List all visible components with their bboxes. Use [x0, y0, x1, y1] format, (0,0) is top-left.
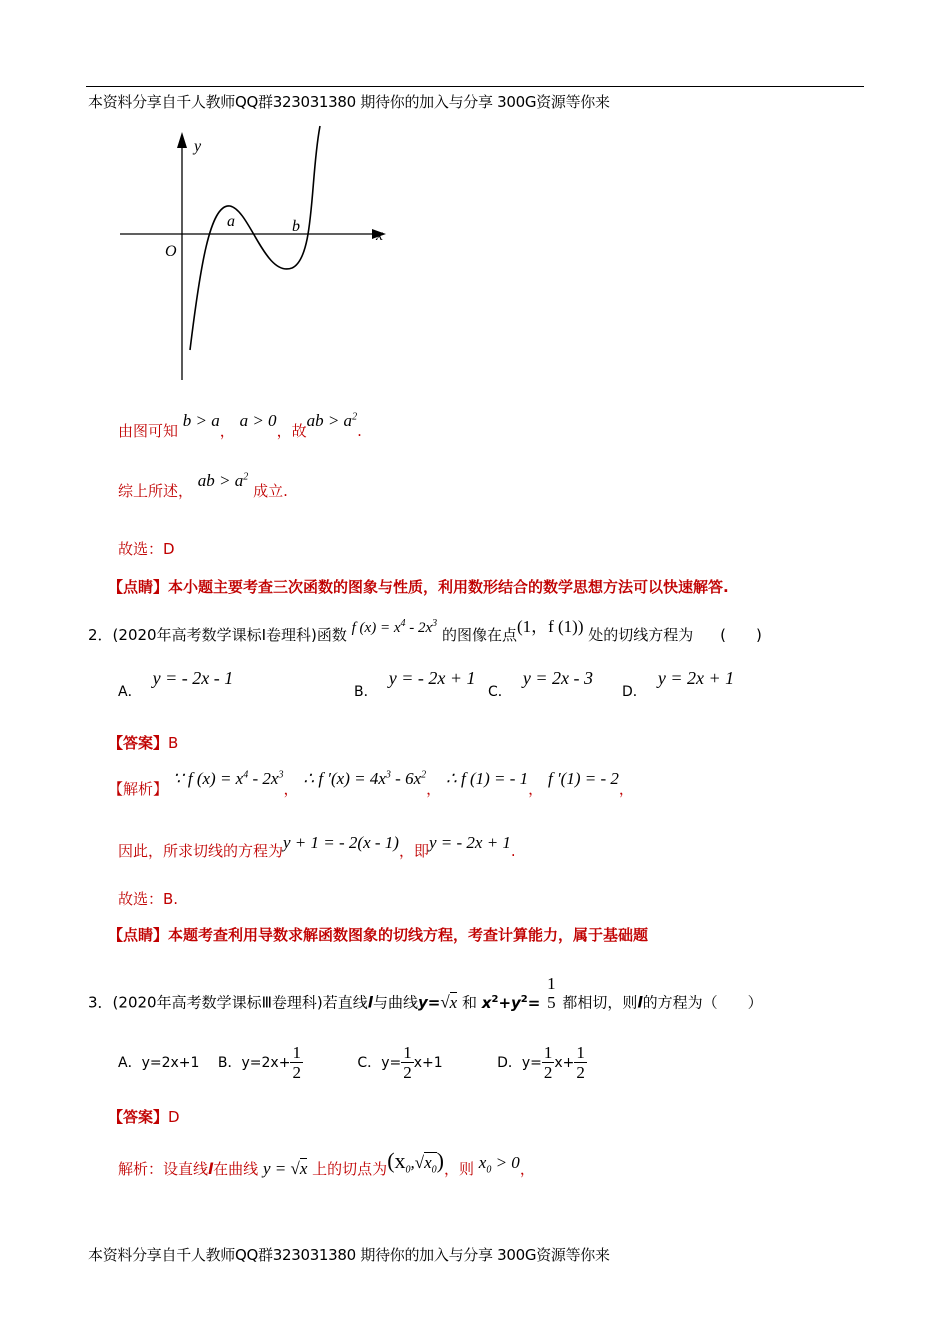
q3-option-a[interactable]: A．y=2x+1: [118, 1054, 200, 1071]
q3-jiexi-m: $x_0 > 0$: [478, 1153, 520, 1176]
q3-frac-1-5: 1 5: [547, 974, 556, 1012]
q1-line1: 由图可知 b > a， a > 0，故ab > $a^2$.: [118, 411, 362, 440]
q1-m1: b > a: [182, 411, 220, 430]
cubic-function-graph: [110, 118, 400, 388]
q1-m2: a > 0: [239, 411, 277, 430]
q1-dianjing: 【点睛】本小题主要考查三次函数的图象与性质，利用数形结合的数学思想方法可以快速解答.: [108, 578, 729, 596]
q2-choice: 故选：B.: [118, 890, 179, 908]
a-label: a: [227, 213, 235, 230]
q2-option-b[interactable]: B． y = - 2x + 1: [354, 668, 476, 700]
q2-line-m1: y + 1 = - 2(x - 1): [283, 833, 399, 852]
q3-answer: 【答案】D: [108, 1108, 180, 1126]
q3-stem: 3．(2020年高考数学课标Ⅲ卷理科)若直线l与曲线y=√x 和 $x^2+y^2=$ 1 5 都相切，则l的方程为（ ）: [88, 974, 763, 1012]
footer-text: 本资料分享自千人教师QQ群323031380 期待你的加入与分享 300G资源等你来: [88, 1246, 610, 1264]
q3-sqrt-x: √x: [440, 992, 458, 1012]
q1-choice: 故选：D: [118, 540, 175, 558]
q1-line2-m: ab > $a^2$: [197, 471, 249, 490]
origin-label: O: [165, 243, 177, 260]
q3-option-d[interactable]: D．y= $\frac{1}{2}$ x+ $\frac{1}{2}$: [497, 1043, 585, 1082]
q2-stem: 2．(2020年高考数学课标Ⅰ卷理科)函数 f $(x) = x^4 - 2x^3$ 的图像在点(1，f (1)) 处的切线方程为 ( ): [88, 617, 762, 644]
q2-option-d[interactable]: D． y = 2x + 1: [622, 668, 735, 700]
y-axis-arrow: [177, 132, 187, 148]
q3-jiexi: 解析：设直线l在曲线 y = √x 上的切点为$(x_0,√x_0)$，则 $x_0 > 0$，: [118, 1148, 535, 1178]
b-label: b: [292, 218, 300, 235]
q3-option-c[interactable]: C．y= $\frac{1}{2}$ x+1: [357, 1043, 443, 1082]
x-axis-label: x: [376, 227, 384, 244]
q2-jiexi: 【解析】 ∵ f $(x) = x^4 - 2x^3$， ∴ f $'(x) = 4x^3 - 6x^2$， ∴ f (1) = - 1， f ′(1) = - 2，: [108, 769, 634, 798]
q2-jiexi-m3: ∴ f (1) = - 1: [445, 769, 529, 788]
q2-answer: 【答案】B: [108, 734, 179, 752]
q3-options: [118, 1044, 587, 1081]
q2-jiexi-m2: ∴ f $'(x) = 4x^3 - 6x^2$: [303, 769, 427, 788]
q2-func: f $(x) = x^4 - 2x^3$: [351, 618, 438, 636]
q2-point: (1，f (1)): [516, 617, 584, 636]
header-text: 本资料分享自千人教师QQ群323031380 期待你的加入与分享 300G资源等你来: [88, 93, 610, 111]
q2-tangent-line: 因此，所求切线的方程为y + 1 = - 2(x - 1)，即y = - 2x + 1.: [118, 833, 516, 860]
q3-jiexi-curve: y = √x: [262, 1159, 308, 1178]
q2-dianjing: 【点睛】本题考查利用导数求解函数图象的切线方程，考查计算能力，属于基础题: [108, 926, 649, 944]
q2-jiexi-m1: ∵ f $(x) = x^4 - 2x^3$: [172, 769, 284, 788]
q3-option-b[interactable]: B．y=2x+ $\frac{1}{2}$: [217, 1043, 301, 1082]
q1-line2: 综上所述， ab > $a^2$ 成立.: [118, 471, 288, 500]
q2-option-c[interactable]: C． y = 2x - 3: [488, 668, 593, 700]
header-rule: [86, 86, 864, 87]
q3-jiexi-point: $(x_0,√x_0)$: [387, 1148, 444, 1176]
y-axis-label: y: [194, 138, 202, 155]
q2-jiexi-m4: f ′(1) = - 2: [547, 769, 619, 788]
q2-line-m2: y = - 2x + 1: [428, 833, 511, 852]
q1-m3: ab > $a^2$: [306, 411, 358, 430]
cubic-curve: [190, 126, 320, 350]
q2-option-a[interactable]: A． y = - 2x - 1: [118, 668, 234, 700]
